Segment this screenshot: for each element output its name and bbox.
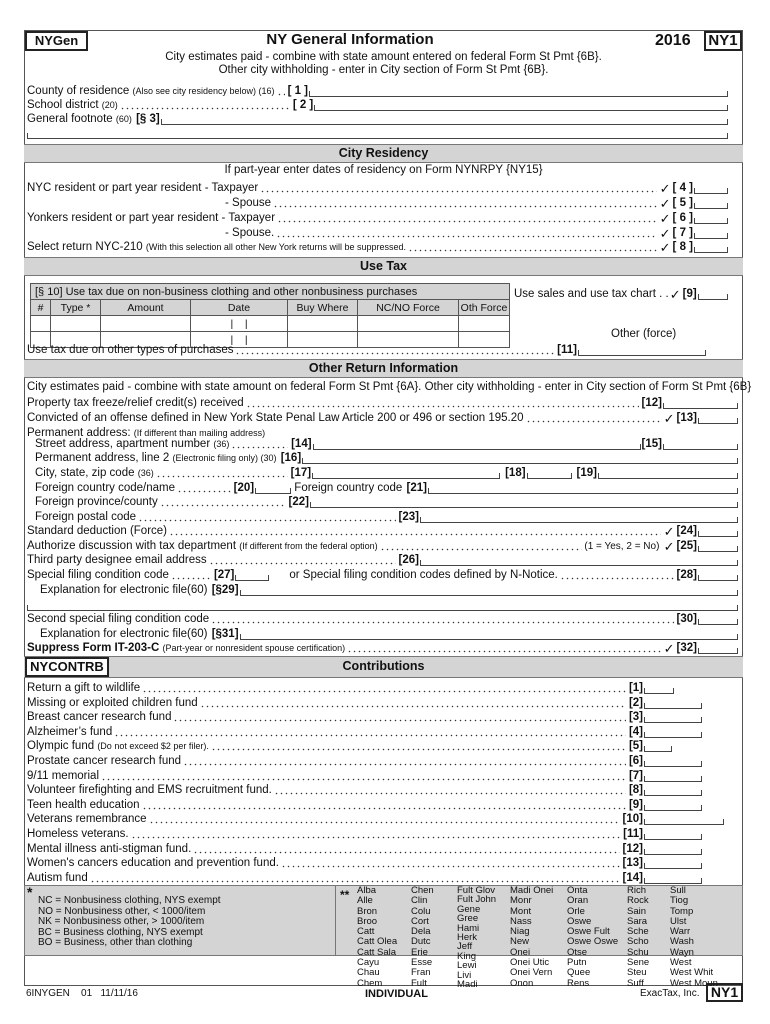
zip-field[interactable]: [598, 473, 738, 479]
contribution-label: Missing or exploited children fund: [27, 696, 198, 709]
contribution-row: [27, 769, 702, 783]
header-note-1: City estimates paid - combine with state amount entered on federal Form St Pmt {6B}.: [165, 51, 602, 63]
county-code: Tiog: [670, 895, 689, 907]
convicted-field[interactable]: [698, 418, 738, 424]
perm-address-heading: Permanent address: (If different than mailing address): [27, 427, 266, 439]
type-codes-list: [38, 896, 221, 949]
contribution-label: Autism fund: [27, 871, 88, 884]
col-nc-no-force: NC/NO Force: [358, 300, 459, 316]
explanation-field-2[interactable]: [27, 605, 738, 611]
county-code: Otse: [567, 946, 588, 958]
explanation-field[interactable]: [240, 590, 738, 596]
county-code: New: [510, 936, 530, 948]
dot-leader: [211, 748, 626, 751]
contrib-form-id-box: NYCONTRB: [25, 657, 109, 677]
nyc-taxpayer-field[interactable]: [694, 188, 728, 194]
county-code: Cort: [411, 915, 429, 927]
form-id-box: NYGen: [25, 31, 88, 51]
double-asterisk-note: **: [340, 888, 350, 902]
other-info-note: City estimates paid - combine with state amount on federal Form St Pmt {6A}. Other city withholding - enter in City section of Form St Pmt {6B}: [27, 381, 752, 393]
section-city-residency: City Residency: [24, 144, 743, 163]
county-code: Alle: [357, 895, 373, 907]
use-tax-table: [30, 283, 510, 348]
contribution-label: Olympic fund: [27, 740, 95, 753]
footnote-row-2: [27, 126, 728, 140]
county-code-column: [627, 886, 649, 989]
city-state-zip-row: City, state, zip code (36) [17] [18] [19]: [35, 466, 738, 480]
street-row: Street address, apartment number (36) [14] [15]: [35, 437, 738, 451]
county-code: Onon: [510, 977, 534, 989]
contribution-label: Volunteer firefighting and EMS recruitment fund.: [27, 784, 272, 797]
check-icon: ✓: [659, 196, 671, 211]
street-field-2[interactable]: [663, 444, 738, 450]
col-date: Date: [191, 300, 288, 316]
county-code: Gene: [457, 903, 481, 915]
school-district-field[interactable]: [314, 105, 728, 111]
contribution-amount-field[interactable]: [644, 688, 674, 694]
county-code-column: [670, 886, 718, 989]
nyc-spouse-field[interactable]: [694, 203, 728, 209]
yonkers-spouse-field[interactable]: [694, 233, 728, 239]
section-use-tax: Use Tax: [24, 257, 743, 276]
check-icon: ✓: [663, 411, 675, 426]
contribution-amount-field[interactable]: [644, 717, 702, 723]
county-code: Clin: [411, 895, 428, 907]
sales-chart-row: Use sales and use tax chart . . ✓ [9]: [514, 287, 728, 301]
address-line2-row: Permanent address, line 2 (Electronic filing only) (30) [16]: [35, 451, 738, 465]
contribution-amount-field[interactable]: [644, 863, 702, 869]
contribution-amount-field[interactable]: [644, 790, 702, 796]
convicted-row: Convicted of an offense defined in New York State Penal Law Article 200 or 496 or section 195.20 ✓ [13]: [27, 411, 738, 425]
county-code: Sene: [627, 957, 650, 969]
authorize-row: Authorize discussion with tax department (If different from the federal option) (1 = Yes, 2 = No) ✓ [25]: [27, 539, 738, 553]
contribution-amount-field[interactable]: [644, 732, 702, 738]
footnote-field[interactable]: [161, 119, 728, 125]
contribution-row: [27, 754, 702, 768]
check-icon: ✓: [659, 240, 671, 255]
county-code: West Moun: [670, 977, 718, 989]
county-code-column: [457, 886, 496, 989]
authorize-field[interactable]: [698, 546, 738, 552]
foreign-country-code-field[interactable]: [428, 488, 738, 494]
contribution-row: [27, 827, 702, 841]
explanation2-field[interactable]: [240, 634, 738, 640]
dot-leader: [183, 763, 626, 766]
contribution-row: [27, 871, 702, 885]
contribution-row: [27, 783, 702, 797]
col-oth-force: Oth Force: [459, 300, 510, 316]
contribution-amount-field[interactable]: [644, 703, 702, 709]
second-special-filing-row: Second special filing condition code [30]: [27, 612, 738, 626]
contribution-code: [4]: [628, 725, 643, 738]
county-code: Chem: [357, 977, 383, 989]
contribution-amount-field[interactable]: [644, 849, 702, 855]
county-row: County of residence (Also see city residency below) (16) [ 1 ]: [27, 84, 728, 98]
county-code: Jeff: [457, 941, 473, 953]
col-amount: Amount: [101, 300, 191, 316]
contribution-code: [1]: [628, 682, 643, 694]
contribution-label: Mental illness anti-stigman fund.: [27, 842, 192, 855]
city-residency-note: If part-year enter dates of residency on Form NYNRPY {NY15}: [224, 164, 543, 176]
address-line2-field[interactable]: [302, 458, 738, 464]
contribution-label: Alzheimer’s fund: [27, 725, 113, 738]
special-filing-row: Special filing condition code [27] or Special filing condition codes defined by N-Notice. [28]: [27, 568, 738, 582]
explanation-row-2: [27, 598, 738, 612]
table-row[interactable]: | |: [31, 316, 510, 332]
foreign-country-name-field[interactable]: [255, 488, 291, 494]
contribution-row: [27, 710, 702, 724]
check-icon: ✓: [663, 524, 675, 539]
property-tax-row: Property tax freeze/relief credit(s) received [12]: [27, 396, 738, 410]
county-code: Fult John: [457, 894, 497, 906]
county-code-column: [510, 886, 553, 989]
nyc-taxpayer-row: NYC resident or part year resident - Taxpayer ✓ [ 4 ]: [27, 181, 728, 195]
type-code-item: NK = Nonbusiness other, > 1000/item: [38, 916, 205, 927]
county-code: Orle: [567, 905, 585, 917]
dot-leader: [281, 865, 620, 868]
county-code: Oswe Oswe: [567, 936, 619, 948]
foreign-postal-row: Foreign postal code [23]: [35, 510, 738, 524]
contribution-code: [14]: [622, 871, 643, 884]
contribution-code: [13]: [622, 857, 643, 870]
county-code: Catt: [357, 926, 375, 938]
school-row: School district (20) [ 2 ]: [27, 98, 728, 112]
county-code: Bron: [357, 905, 378, 917]
county-code: Quee: [567, 967, 591, 979]
county-code: Madi: [457, 979, 478, 991]
check-icon: ✓: [659, 211, 671, 226]
county-code: Sche: [627, 926, 649, 938]
footnote-row: General footnote (60) [§ 3]: [27, 112, 728, 126]
contribution-amount-field[interactable]: [644, 746, 672, 752]
contribution-code: [5]: [628, 740, 643, 753]
county-code-column: [567, 886, 618, 989]
contribution-row: [27, 842, 702, 856]
contribution-amount-field[interactable]: [644, 834, 702, 840]
property-tax-field[interactable]: [663, 403, 738, 409]
county-code-column: [357, 886, 397, 989]
county-code: Alba: [357, 885, 377, 896]
yonkers-spouse-row: - Spouse. ✓ [ 7 ]: [27, 226, 728, 240]
county-code: Madi Onei: [510, 885, 554, 896]
county-code: Gree: [457, 913, 479, 925]
contribution-label: Homeless veterans.: [27, 828, 129, 840]
county-code: Dela: [411, 926, 431, 938]
type-code-item: NC = Nonbusiness clothing, NYS exempt: [38, 895, 221, 906]
county-code: King: [457, 950, 477, 962]
footnote-field-2[interactable]: [27, 133, 728, 139]
sales-chart-field[interactable]: [698, 294, 728, 300]
contribution-code: [8]: [628, 784, 643, 797]
suppress-it203c-row: Suppress Form IT-203-C (Part-year or nonresident spouse certification) ✓ [32]: [27, 641, 738, 655]
county-code: Suff: [627, 977, 644, 989]
contribution-row: [27, 681, 674, 695]
std-deduction-field[interactable]: [698, 531, 738, 537]
county-code: Tomp: [670, 905, 694, 917]
county-code: Broo: [357, 915, 378, 927]
county-code: Esse: [411, 957, 433, 969]
section-contributions: Contributions: [24, 656, 743, 678]
county-code: Wayn: [670, 946, 694, 958]
check-icon: ✓: [663, 641, 675, 656]
county-code: Ulst: [670, 915, 687, 927]
contribution-label: Teen health education: [27, 798, 140, 811]
city-field[interactable]: [312, 473, 500, 479]
contribution-code: [10]: [622, 813, 643, 826]
county-code: Oswe: [567, 915, 592, 927]
explanation-row: Explanation for electronic file(60) [§29]: [40, 583, 738, 597]
designee-email-row: Third party designee email address [26]: [27, 553, 738, 567]
street-field[interactable]: [313, 444, 641, 450]
form-badge: NY1: [704, 31, 742, 51]
county-code: Chau: [357, 967, 380, 979]
county-code: Schu: [627, 946, 649, 958]
state-field[interactable]: [527, 473, 572, 479]
footer-company: ExacTax, Inc.: [640, 988, 700, 999]
nyc-spouse-row: - Spouse ✓ [ 5 ]: [27, 196, 728, 210]
county-code: Sara: [627, 915, 648, 927]
dot-leader: [193, 851, 619, 854]
county-code: Onta: [567, 885, 588, 896]
type-code-item: BC = Business clothing, NYS exempt: [38, 926, 203, 938]
contribution-code: [3]: [628, 711, 643, 724]
page-title: NY General Information: [266, 31, 434, 48]
county-code: Hami: [457, 922, 480, 934]
suppress-it203c-field[interactable]: [698, 648, 738, 654]
county-field[interactable]: [309, 91, 728, 97]
section-other-return-info: Other Return Information: [24, 359, 743, 378]
contribution-row: [27, 725, 702, 739]
table-row[interactable]: | |: [31, 332, 510, 348]
county-code: Fult: [411, 977, 427, 989]
dot-leader: [149, 821, 620, 824]
tax-year: 2016: [655, 32, 691, 49]
county-code: Rock: [627, 895, 649, 907]
dot-leader: [142, 690, 626, 693]
county-code: Colu: [411, 905, 431, 917]
other-force-label: Other (force): [611, 328, 677, 340]
contribution-amount-field[interactable]: [644, 878, 702, 884]
dot-leader: [142, 807, 626, 810]
contribution-code: [12]: [622, 842, 643, 855]
county-code: Rens: [567, 977, 590, 989]
dot-leader: [173, 719, 625, 722]
type-code-item: BO = Business, other than clothing: [38, 937, 193, 948]
foreign-province-row: Foreign province/county [22]: [35, 495, 738, 509]
county-code: Onei: [510, 946, 531, 958]
contribution-code: [7]: [628, 769, 643, 782]
dot-leader: [101, 778, 626, 781]
county-code: Erie: [411, 946, 428, 958]
footer-center: INDIVIDUAL: [365, 988, 428, 1000]
nyc210-field[interactable]: [694, 247, 728, 253]
type-code-item: NO = Nonbusiness other, < 1000/item: [38, 905, 206, 917]
foreign-postal-field[interactable]: [420, 517, 738, 523]
county-code: Cayu: [357, 957, 380, 969]
contribution-code: [9]: [628, 798, 643, 811]
county-code: Catt Olea: [357, 936, 398, 948]
contribution-note: (Do not exceed $2 per filer).: [97, 741, 209, 752]
special-filing-field[interactable]: [235, 575, 269, 581]
contribution-row: [27, 856, 702, 870]
std-deduction-row: Standard deduction (Force) ✓ [24]: [27, 524, 738, 538]
county-code: Herk: [457, 932, 478, 944]
n-notice-field[interactable]: [698, 575, 738, 581]
county-code: Niag: [510, 926, 530, 938]
county-code: Oswe Fult: [567, 926, 610, 938]
county-code: Catt Sala: [357, 946, 397, 958]
foreign-province-field[interactable]: [310, 502, 738, 508]
county-code: Warr: [670, 926, 691, 938]
county-code: Fran: [411, 967, 431, 979]
county-code: Steu: [627, 967, 647, 979]
contribution-row: [27, 696, 702, 710]
explanation2-row: Explanation for electronic file(60) [§31]: [40, 627, 738, 641]
contribution-label: 9/11 memorial: [27, 769, 100, 782]
designee-email-field[interactable]: [420, 560, 738, 566]
contribution-amount-field[interactable]: [644, 819, 724, 825]
county-code: Fult Glov: [457, 885, 496, 896]
other-purchases-field[interactable]: [578, 350, 706, 356]
contribution-amount-field[interactable]: [644, 776, 702, 782]
use-tax-table-title: [§ 10] Use tax due on non-business clothing and other nonbusiness purchases: [31, 284, 510, 300]
county-code-column: [411, 886, 434, 989]
county-code: Putn: [567, 957, 587, 969]
dot-leader: [274, 792, 626, 795]
dot-leader: [131, 836, 621, 839]
contribution-code: [6]: [628, 755, 643, 767]
asterisk-note: *: [27, 884, 33, 900]
contribution-row: [27, 739, 672, 753]
county-code: Scho: [627, 936, 649, 948]
county-code: Dutc: [411, 936, 431, 948]
col-number: #: [31, 300, 51, 316]
dot-leader: [114, 734, 626, 737]
contribution-row: [27, 812, 724, 826]
contribution-amount-field[interactable]: [644, 761, 702, 767]
col-type: Type *: [51, 300, 101, 316]
footer-badge: NY1: [706, 983, 743, 1002]
contribution-label: Prostate cancer research fund: [27, 755, 182, 767]
contribution-label: Breast cancer research fund: [27, 711, 172, 724]
yonkers-taxpayer-row: Yonkers resident or part year resident - Taxpayer ✓ [ 6 ]: [27, 211, 728, 225]
county-code: Mont: [510, 905, 532, 917]
nyc210-row: Select return NYC-210 (With this selection all other New York returns will be suppressed. ✓ [ 8 ]: [27, 240, 728, 254]
county-code: West Whit: [670, 967, 714, 979]
county-code: Sain: [627, 905, 647, 917]
county-code: Chen: [411, 885, 434, 896]
county-code: Nass: [510, 915, 532, 927]
county-code: Onei Vern: [510, 967, 553, 979]
contribution-code: [2]: [628, 696, 643, 709]
check-icon: ✓: [659, 226, 671, 241]
contribution-label: Veterans remembrance: [27, 813, 147, 826]
county-code: Wash: [670, 936, 694, 948]
second-special-filing-field[interactable]: [698, 619, 738, 625]
county-code: Sull: [670, 885, 686, 896]
contribution-amount-field[interactable]: [644, 805, 702, 811]
yonkers-taxpayer-field[interactable]: [694, 218, 728, 224]
county-code: Lewi: [457, 960, 477, 972]
county-code: Onei Utic: [510, 957, 550, 969]
dot-leader: [90, 880, 620, 883]
dot-leader: [200, 705, 626, 708]
county-code: Livi: [457, 969, 472, 981]
header-note-2: Other city withholding - enter in City section of Form St Pmt {6B}.: [218, 64, 549, 76]
contribution-row: [27, 798, 702, 812]
check-icon: ✓: [663, 539, 675, 554]
county-code: Oran: [567, 895, 589, 907]
contribution-label: Return a gift to wildlife: [27, 682, 141, 694]
other-purchases-row: Use tax due on other types of purchases [11]: [27, 343, 706, 357]
county-code: West: [670, 957, 692, 969]
contribution-code: [11]: [623, 828, 643, 840]
footer-code: 6INYGEN 01 11/11/16: [26, 988, 138, 999]
col-buy-where: Buy Where: [288, 300, 358, 316]
county-code: Monr: [510, 895, 532, 907]
check-icon: ✓: [659, 181, 671, 196]
county-code: Rich: [627, 885, 647, 896]
foreign-country-row: Foreign country code/name [20] Foreign country code [21]: [35, 481, 738, 495]
check-icon: ✓: [669, 287, 681, 302]
contribution-label: Women's cancers education and prevention fund.: [27, 857, 279, 870]
